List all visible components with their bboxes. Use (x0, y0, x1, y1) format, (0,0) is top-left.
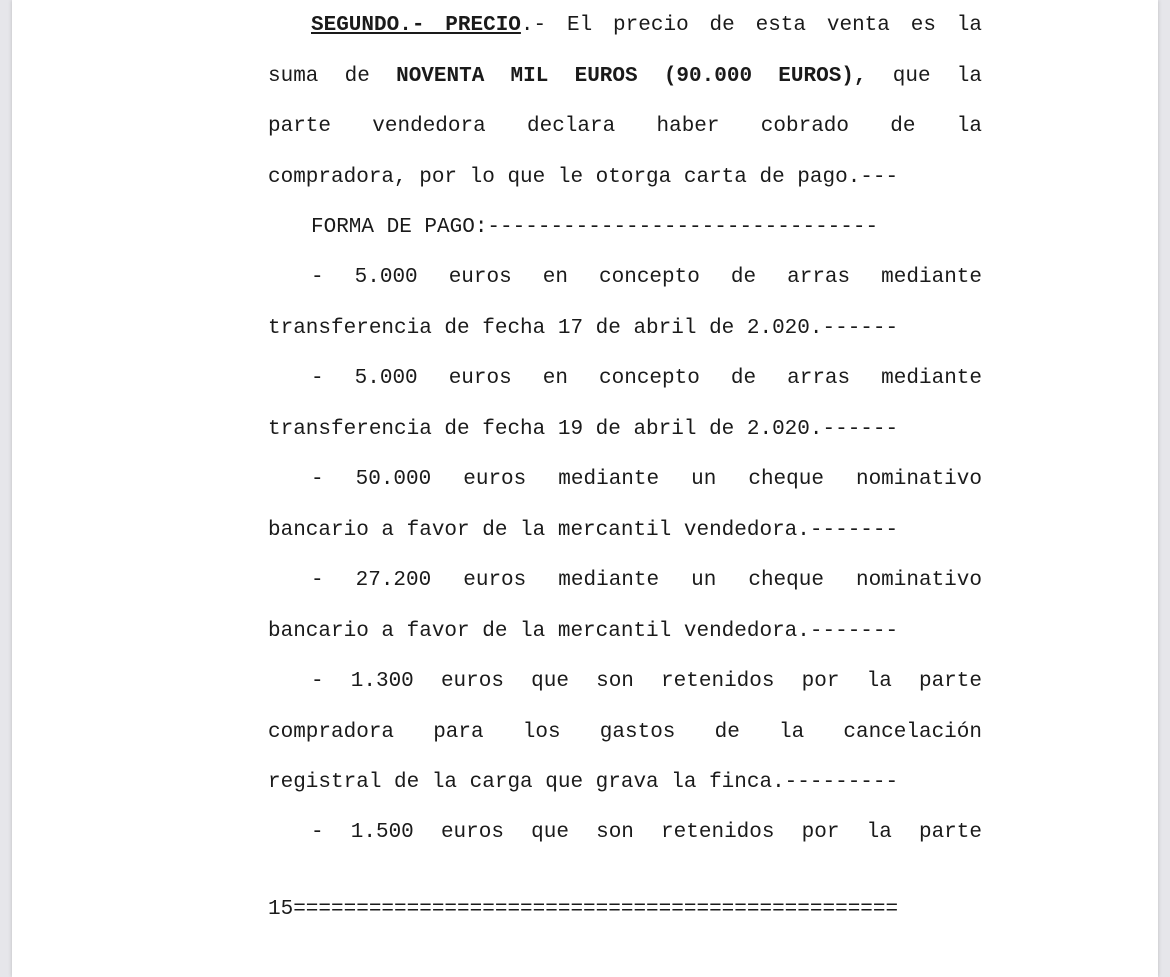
payment-item-4-line-1: - 27.200 euros mediante un cheque nominativo (311, 569, 982, 592)
section-heading-tail: .- (520, 14, 547, 37)
payment-item-2-line-1: - 5.000 euros en concepto de arras mediante (311, 367, 982, 390)
payment-item-5-line-1: - 1.300 euros que son retenidos por la parte (311, 670, 982, 693)
payment-item-1-line-2: transferencia de fecha 17 de abril de 2.020.------ (268, 317, 899, 340)
forma-de-pago-heading: FORMA DE PAGO:------------------------------- (311, 216, 879, 239)
payment-item-3-line-1: - 50.000 euros mediante un cheque nominativo (311, 468, 982, 491)
payment-item-6-line-1: - 1.500 euros que son retenidos por la parte (311, 821, 982, 844)
payment-item-3-line-2: bancario a favor de la mercantil vendedora.------- (268, 519, 899, 542)
document-page (12, 0, 1158, 977)
paragraph-text: que la (866, 65, 982, 88)
price-amount: NOVENTA MIL EUROS (90.000 EUROS), (396, 65, 867, 88)
paragraph-segundo-line-3: parte vendedora declara haber cobrado de la (268, 115, 982, 138)
payment-item-5-line-3: registral de la carga que grava la finca.--------- (268, 771, 899, 794)
paragraph-text: suma de (268, 65, 397, 88)
payment-item-4-line-2: bancario a favor de la mercantil vendedora.------- (268, 620, 899, 643)
paragraph-segundo-line-4: compradora, por lo que le otorga carta de pago.--- (268, 166, 899, 189)
section-heading: SEGUNDO.- PRECIO (311, 14, 521, 37)
paragraph-segundo-line-1 (311, 12, 982, 40)
payment-item-1-line-1: - 5.000 euros en concepto de arras mediante (311, 266, 982, 289)
paragraph-text: El precio de esta venta es la (546, 14, 983, 37)
payment-item-5-line-2: compradora para los gastos de la cancelación (268, 721, 982, 744)
paragraph-segundo-line-2 (268, 63, 982, 91)
page-footer-number: 15================================================ (268, 898, 899, 921)
payment-item-2-line-2: transferencia de fecha 19 de abril de 2.020.------ (268, 418, 899, 441)
